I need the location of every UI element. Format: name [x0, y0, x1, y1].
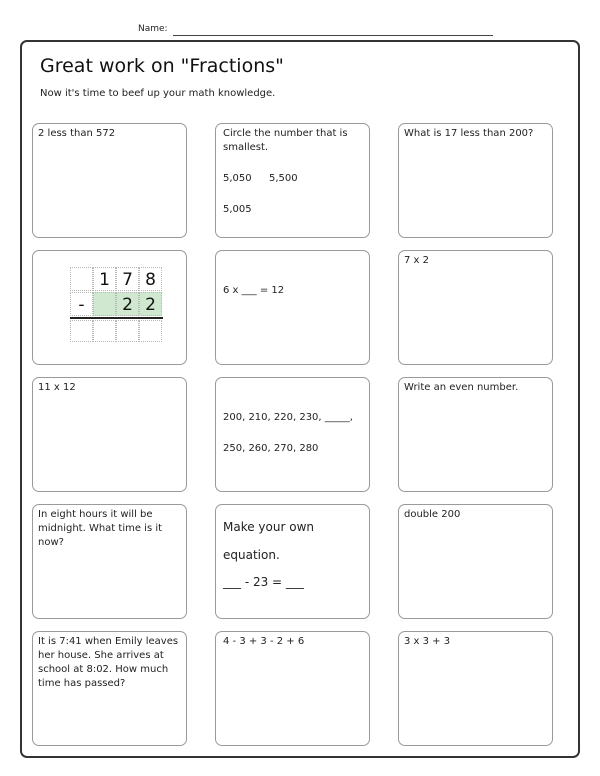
answer-cell-3[interactable]: [139, 320, 162, 342]
worksheet-subtitle: Now it's time to beef up your math knowledge.: [40, 88, 276, 99]
problem-14-text: 4 - 3 + 3 - 2 + 6: [223, 636, 305, 647]
sequence-line-2: 250, 260, 270, 280: [223, 443, 319, 454]
name-row: [0, 24, 600, 40]
problem-11-line-2: equation.: [223, 548, 280, 562]
grid-cell-operator: -: [70, 292, 93, 316]
sequence-line-1: 200, 210, 220, 230, _____,: [223, 412, 353, 423]
name-input-line[interactable]: [173, 35, 493, 36]
problem-box-1[interactable]: [32, 123, 187, 238]
problem-box-9[interactable]: [398, 377, 553, 492]
problem-box-4[interactable]: [32, 250, 187, 365]
problem-6-text: 7 x 2: [404, 255, 429, 266]
grid-cell-top-2: 7: [116, 267, 139, 291]
problem-1-text: 2 less than 572: [38, 128, 116, 139]
problem-15-text: 3 x 3 + 3: [404, 636, 451, 647]
problem-box-12[interactable]: [398, 504, 553, 619]
grid-cell-bottom-1: [93, 292, 116, 316]
problem-box-15[interactable]: [398, 631, 553, 746]
problem-11-equation: ___ - 23 = ___: [223, 575, 304, 589]
grid-cell-top-3: 8: [139, 267, 162, 291]
problem-box-6[interactable]: [398, 250, 553, 365]
problem-box-3[interactable]: [398, 123, 553, 238]
problem-7-text: 11 x 12: [38, 382, 76, 393]
problem-3-text: What is 17 less than 200?: [404, 128, 534, 139]
choice-3[interactable]: 5,005: [223, 204, 252, 215]
problem-11-line-1: Make your own: [223, 520, 314, 534]
answer-cell-0[interactable]: [70, 320, 93, 342]
problem-9-text: Write an even number.: [404, 382, 519, 393]
worksheet-frame: [20, 40, 580, 758]
problem-box-5[interactable]: [215, 250, 370, 365]
choice-1[interactable]: 5,050: [223, 173, 252, 184]
answer-cell-2[interactable]: [116, 320, 139, 342]
problem-2-text: Circle the number that is smallest.: [223, 128, 348, 153]
problem-box-14[interactable]: [215, 631, 370, 746]
worksheet-title: Great work on "Fractions": [40, 55, 284, 77]
problem-10-text: In eight hours it will be midnight. What time is it now?: [38, 509, 163, 548]
answer-cell-1[interactable]: [93, 320, 116, 342]
problem-13-text: It is 7:41 when Emily leaves her house. She arrives at school at 8:02. How much time has passed?: [38, 636, 179, 689]
problem-12-text: double 200: [404, 509, 461, 520]
sum-line: [70, 317, 163, 319]
grid-cell-bottom-2: 2: [116, 292, 139, 316]
grid-cell-top-1: 1: [93, 267, 116, 291]
name-label: Name:: [138, 24, 168, 34]
grid-cell-bottom-3: 2: [139, 292, 162, 316]
problem-box-11[interactable]: [215, 504, 370, 619]
problem-box-10[interactable]: [32, 504, 187, 619]
choice-2[interactable]: 5,500: [269, 173, 298, 184]
problem-box-13[interactable]: [32, 631, 187, 746]
grid-cell-top-0: [70, 267, 93, 291]
problem-box-2[interactable]: [215, 123, 370, 238]
problem-box-8[interactable]: [215, 377, 370, 492]
problem-box-7[interactable]: [32, 377, 187, 492]
problem-5-text: 6 x ___ = 12: [223, 285, 285, 296]
